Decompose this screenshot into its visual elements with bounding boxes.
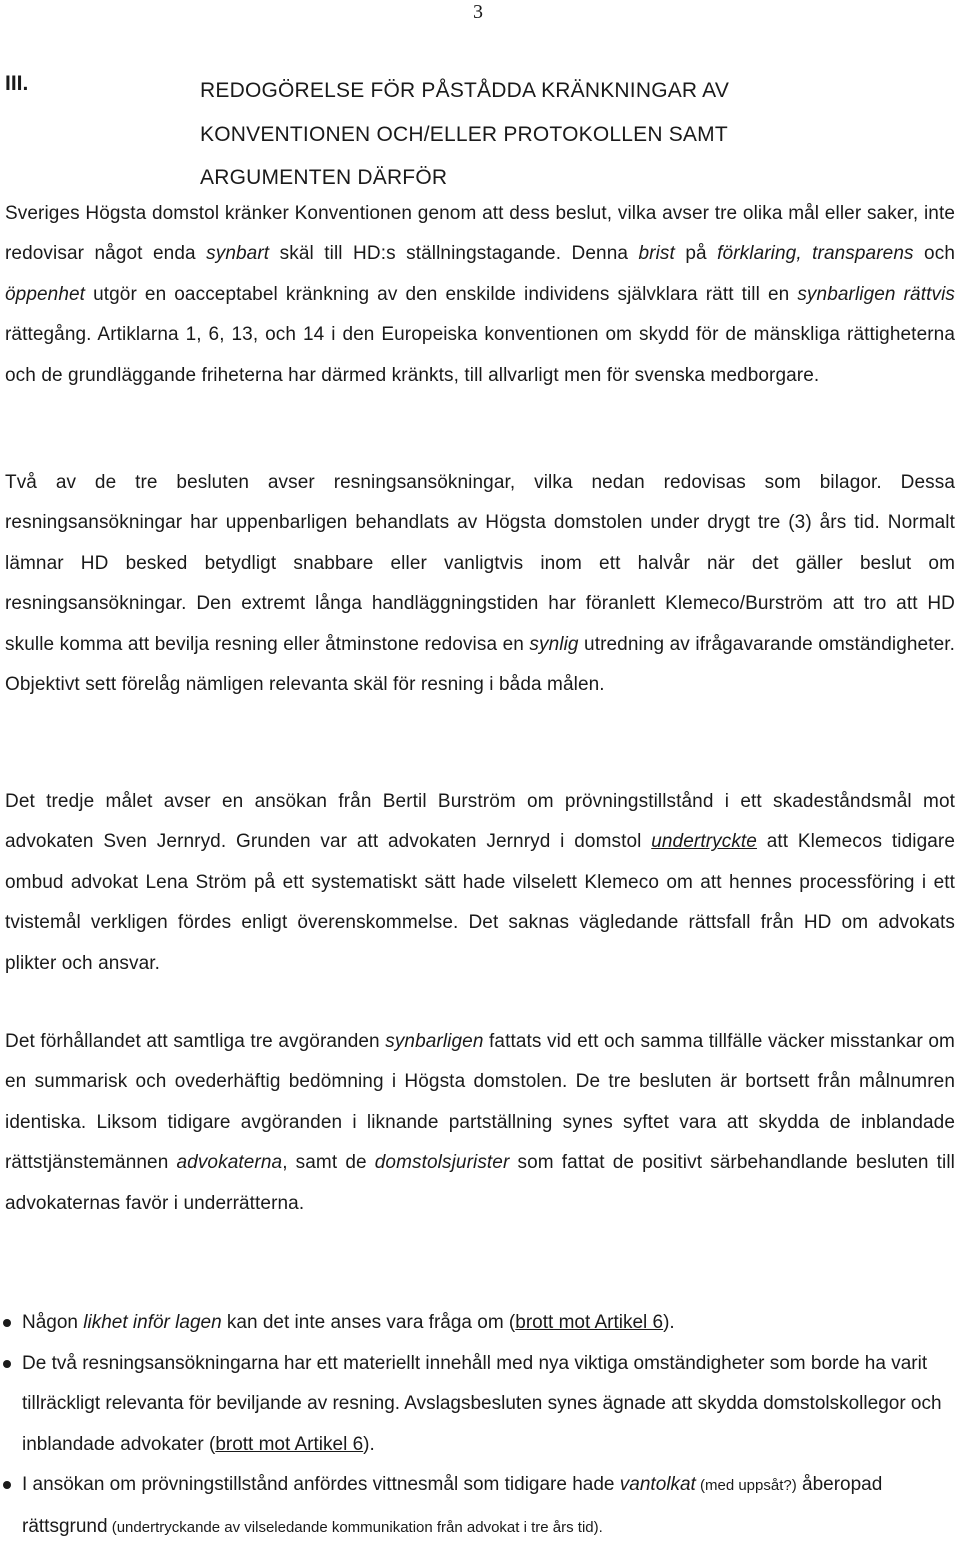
p2-italic-1: synlig	[529, 633, 579, 655]
p1-text-6: rättegång. Artiklarna 1, 6, 13, och 14 i den Europeiska konventionen om skydd för de mänskliga rättigheterna och de grundläggande friheterna har därmed kränkts, till allvarligt men för svenska medborgare.	[5, 324, 955, 386]
heading-line-2: KONVENTIONEN OCH/ELLER PROTOKOLLEN SAMT	[200, 122, 728, 146]
b1-underline-1: brott mot Artikel 6	[515, 1312, 664, 1333]
p4-text-1: Det förhållandet att samtliga tre avgöranden	[5, 1031, 386, 1052]
p2-text-2: utredning av ifrågavarande omständigheter. Objektivt sett förelåg nämligen relevanta skäl för resning i båda målen.	[5, 633, 955, 696]
b1-text-3: ).	[663, 1312, 675, 1333]
paragraph-3	[5, 782, 955, 984]
p1-italic-2: brist	[638, 243, 675, 265]
p4-text-4: som fattat de positivt särbehandlande besluten till advokaternas favör i underrätterna.	[5, 1152, 956, 1214]
p3-text-2: att Klemecos tidigare ombud advokat Lena Ström på ett systematiskt sätt hade vilselett Klemeco om att hennes processföring i ett tvistemål verkligen fördes enligt överenskommelse. Det saknas vägledande rättsfall från HD om advokats plikter och ansvar.	[5, 831, 955, 974]
p1-text-3: på	[674, 243, 718, 265]
p4-text-2: fattats vid ett och samma tillfälle väcker misstankar om en summarisk och ovederhäftig bedömning i Högsta domstolen. De tre besluten är bortsett från målnumren identiska. Liksom tidigare avgöranden i liknande partställning synes syftet vara att skydda de inblandade rättstjänstemännen	[5, 1031, 955, 1174]
p1-text-2: skäl till HD:s ställningstagande. Denna	[269, 243, 639, 265]
page-number: 3	[473, 1, 483, 23]
paragraph-4	[5, 1022, 955, 1224]
b3-text-2: åberopad rättsgrund	[22, 1474, 883, 1537]
bullet-dot-icon	[3, 1319, 11, 1327]
p1-text-4: och	[913, 243, 955, 265]
p4-italic-1: synbarligen	[385, 1031, 484, 1052]
bullet-dot-icon	[3, 1360, 11, 1368]
b1-italic-1: likhet inför lagen	[83, 1312, 222, 1333]
section-heading	[200, 69, 940, 200]
p1-italic-3: förklaring, transparens	[717, 243, 914, 265]
p1-italic-4: öppenhet	[5, 283, 86, 305]
p1-italic-1: synbart	[206, 243, 270, 265]
b3-italic-1: vantolkat	[619, 1474, 696, 1496]
p3-text-1: Det tredje målet avser en ansökan från Bertil Burström om prövningstillstånd i ett skadeståndsmål mot advokaten Sven Jernryd. Grunden var att advokaten Jernryd i domstol	[5, 791, 955, 853]
p3-italic-underline-1: undertryckte	[651, 831, 757, 853]
b2-text-2: ).	[363, 1433, 375, 1455]
paragraph-1	[5, 194, 955, 396]
b2-text-1: De två resningsansökningarna har ett materiellt innehåll med nya viktiga omständigheter som borde ha varit tillräckligt relevanta för beviljande av resning. Avslagsbesluten synes ägnade att skydda domstolskollegor och inblandade advokater (	[22, 1352, 942, 1455]
p1-text-1: Sveriges Högsta domstol kränker Konventionen genom att dess beslut, vilka avser tre olika mål eller saker, inte redovisar något enda	[5, 203, 955, 265]
bullet-item-2	[0, 1344, 955, 1466]
bullet-list	[0, 1303, 955, 1549]
bullet-item-1	[0, 1303, 955, 1344]
bullet-dot-icon	[3, 1481, 11, 1489]
heading-line-3: ARGUMENTEN DÄRFÖR	[200, 166, 448, 189]
b3-text-1: I ansökan om prövningstillstånd anfördes vittnesmål som tidigare hade	[22, 1474, 620, 1496]
heading-line-1: REDOGÖRELSE FÖR PÅSTÅDDA KRÄNKNINGAR AV	[200, 79, 730, 102]
p2-text-1: Två av de tre besluten avser resningsansökningar, vilka nedan redovisas som bilagor. Dessa resningsansökningar har uppenbarligen behandlats av Högsta domstolen under drygt tre (3) års tid. Normalt lämnar HD besked betydligt snabbare eller vanligtvis inom ett halvår när det gäller beslut om resningsansökningar. Den extremt långa handläggningstiden har föranlett Klemeco/Burström att tro att HD skulle komma att bevilja resning eller åtminstone redovisa en	[5, 472, 955, 655]
p1-italic-5: synbarligen rättvis	[797, 283, 955, 305]
b2-underline-1: brott mot Artikel 6	[215, 1433, 364, 1455]
p4-text-3: , samt de	[282, 1152, 375, 1174]
p4-italic-3: domstolsjurister	[374, 1152, 510, 1174]
section-number: III.	[5, 72, 29, 95]
p1-text-5: utgör en oacceptabel kränkning av den enskilde individens självklara rätt till en	[85, 283, 798, 305]
b1-text-2: kan det inte anses vara fråga om (	[221, 1312, 516, 1333]
b3-small-1: (med uppsåt?)	[695, 1477, 797, 1495]
paragraph-2	[5, 463, 955, 705]
p4-italic-2: advokaterna	[176, 1152, 283, 1174]
b3-small-2: (undertryckande av vilseledande kommunikation från advokat i tre års tid).	[107, 1518, 603, 1536]
bullet-item-3	[0, 1465, 955, 1548]
b1-text-1: Någon	[22, 1312, 84, 1333]
